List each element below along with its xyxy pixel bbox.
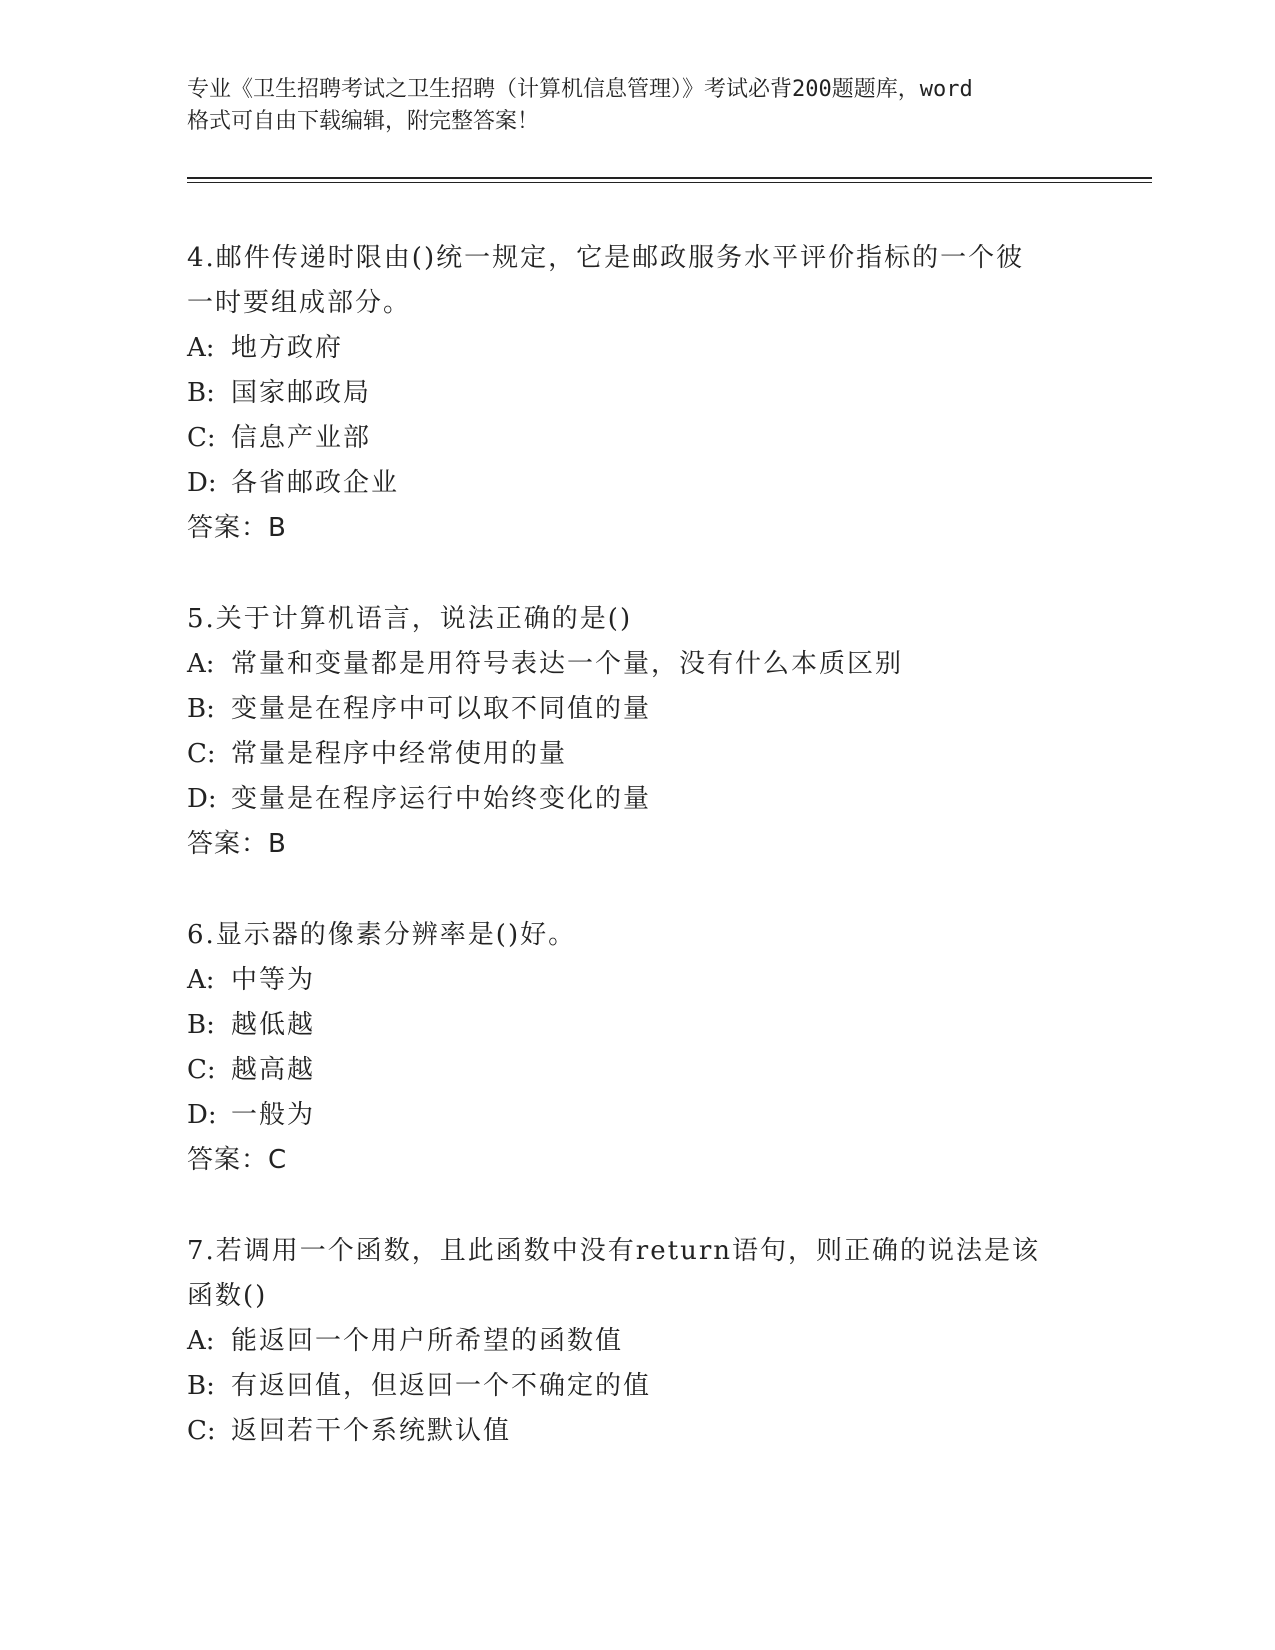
header-line-2: 格式可自由下载编辑，附完整答案！ — [187, 109, 540, 134]
option-b — [187, 1364, 1107, 1409]
option-key: D: — [187, 784, 217, 814]
option-key: D: — [187, 1100, 217, 1130]
question-block — [187, 913, 1107, 1183]
option-text: 国家邮政局 — [231, 378, 372, 408]
option-d — [187, 777, 1107, 822]
option-a — [187, 326, 1107, 371]
option-text: 中等为 — [231, 965, 316, 995]
option-key: B: — [187, 1371, 215, 1401]
option-d — [187, 461, 1107, 506]
option-key: B: — [187, 1010, 215, 1040]
question-block — [187, 236, 1107, 551]
option-key: B: — [187, 378, 215, 408]
option-key: A: — [187, 649, 215, 679]
option-text: 常量和变量都是用符号表达一个量，没有什么本质区别 — [231, 649, 904, 679]
option-text: 越高越 — [231, 1055, 316, 1085]
question-stem: 4.邮件传递时限由()统一规定，它是邮政服务水平评价指标的一个彼 — [187, 243, 1025, 273]
answer-line: 答案：B — [187, 513, 287, 543]
option-text: 地方政府 — [231, 333, 344, 363]
option-key: C: — [187, 739, 216, 769]
option-text: 越低越 — [231, 1010, 316, 1040]
option-key: A: — [187, 965, 215, 995]
option-text: 常量是程序中经常使用的量 — [231, 739, 568, 769]
option-text: 有返回值，但返回一个不确定的值 — [231, 1371, 652, 1401]
option-a — [187, 958, 1107, 1003]
header-divider — [187, 177, 1152, 179]
option-key: A: — [187, 1326, 215, 1356]
option-c — [187, 1409, 1107, 1454]
header-line-1: 专业《卫生招聘考试之卫生招聘（计算机信息管理）》考试必背200题题库，word — [187, 77, 973, 102]
question-stem-continued: 一时要组成部分。 — [187, 288, 412, 318]
document-header — [187, 74, 1087, 138]
question-stem: 6.显示器的像素分辨率是()好。 — [187, 920, 577, 950]
option-a — [187, 1319, 1107, 1364]
option-b — [187, 687, 1107, 732]
option-key: A: — [187, 333, 215, 363]
header-divider-thin — [187, 182, 1152, 183]
option-text: 能返回一个用户所希望的函数值 — [231, 1326, 624, 1356]
option-text: 变量是在程序中可以取不同值的量 — [231, 694, 652, 724]
answer-line: 答案：C — [187, 1145, 288, 1175]
question-stem: 7.若调用一个函数，且此函数中没有return语句，则正确的说法是该 — [187, 1236, 1040, 1266]
option-a — [187, 642, 1107, 687]
question-stem: 5.关于计算机语言，说法正确的是() — [187, 604, 633, 634]
option-b — [187, 371, 1107, 416]
question-stem-continued: 函数() — [187, 1281, 268, 1311]
option-c — [187, 416, 1107, 461]
option-key: C: — [187, 1055, 216, 1085]
option-d — [187, 1093, 1107, 1138]
option-text: 变量是在程序运行中始终变化的量 — [231, 784, 652, 814]
option-c — [187, 1048, 1107, 1093]
question-block — [187, 597, 1107, 867]
option-c — [187, 732, 1107, 777]
option-text: 一般为 — [231, 1100, 316, 1130]
option-key: B: — [187, 694, 215, 724]
option-text: 返回若干个系统默认值 — [231, 1416, 512, 1446]
option-key: D: — [187, 468, 217, 498]
answer-line: 答案：B — [187, 829, 287, 859]
option-key: C: — [187, 423, 216, 453]
question-block — [187, 1229, 1107, 1454]
question-list — [187, 236, 1107, 1500]
option-b — [187, 1003, 1107, 1048]
option-text: 信息产业部 — [231, 423, 372, 453]
option-key: C: — [187, 1416, 216, 1446]
option-text: 各省邮政企业 — [231, 468, 400, 498]
